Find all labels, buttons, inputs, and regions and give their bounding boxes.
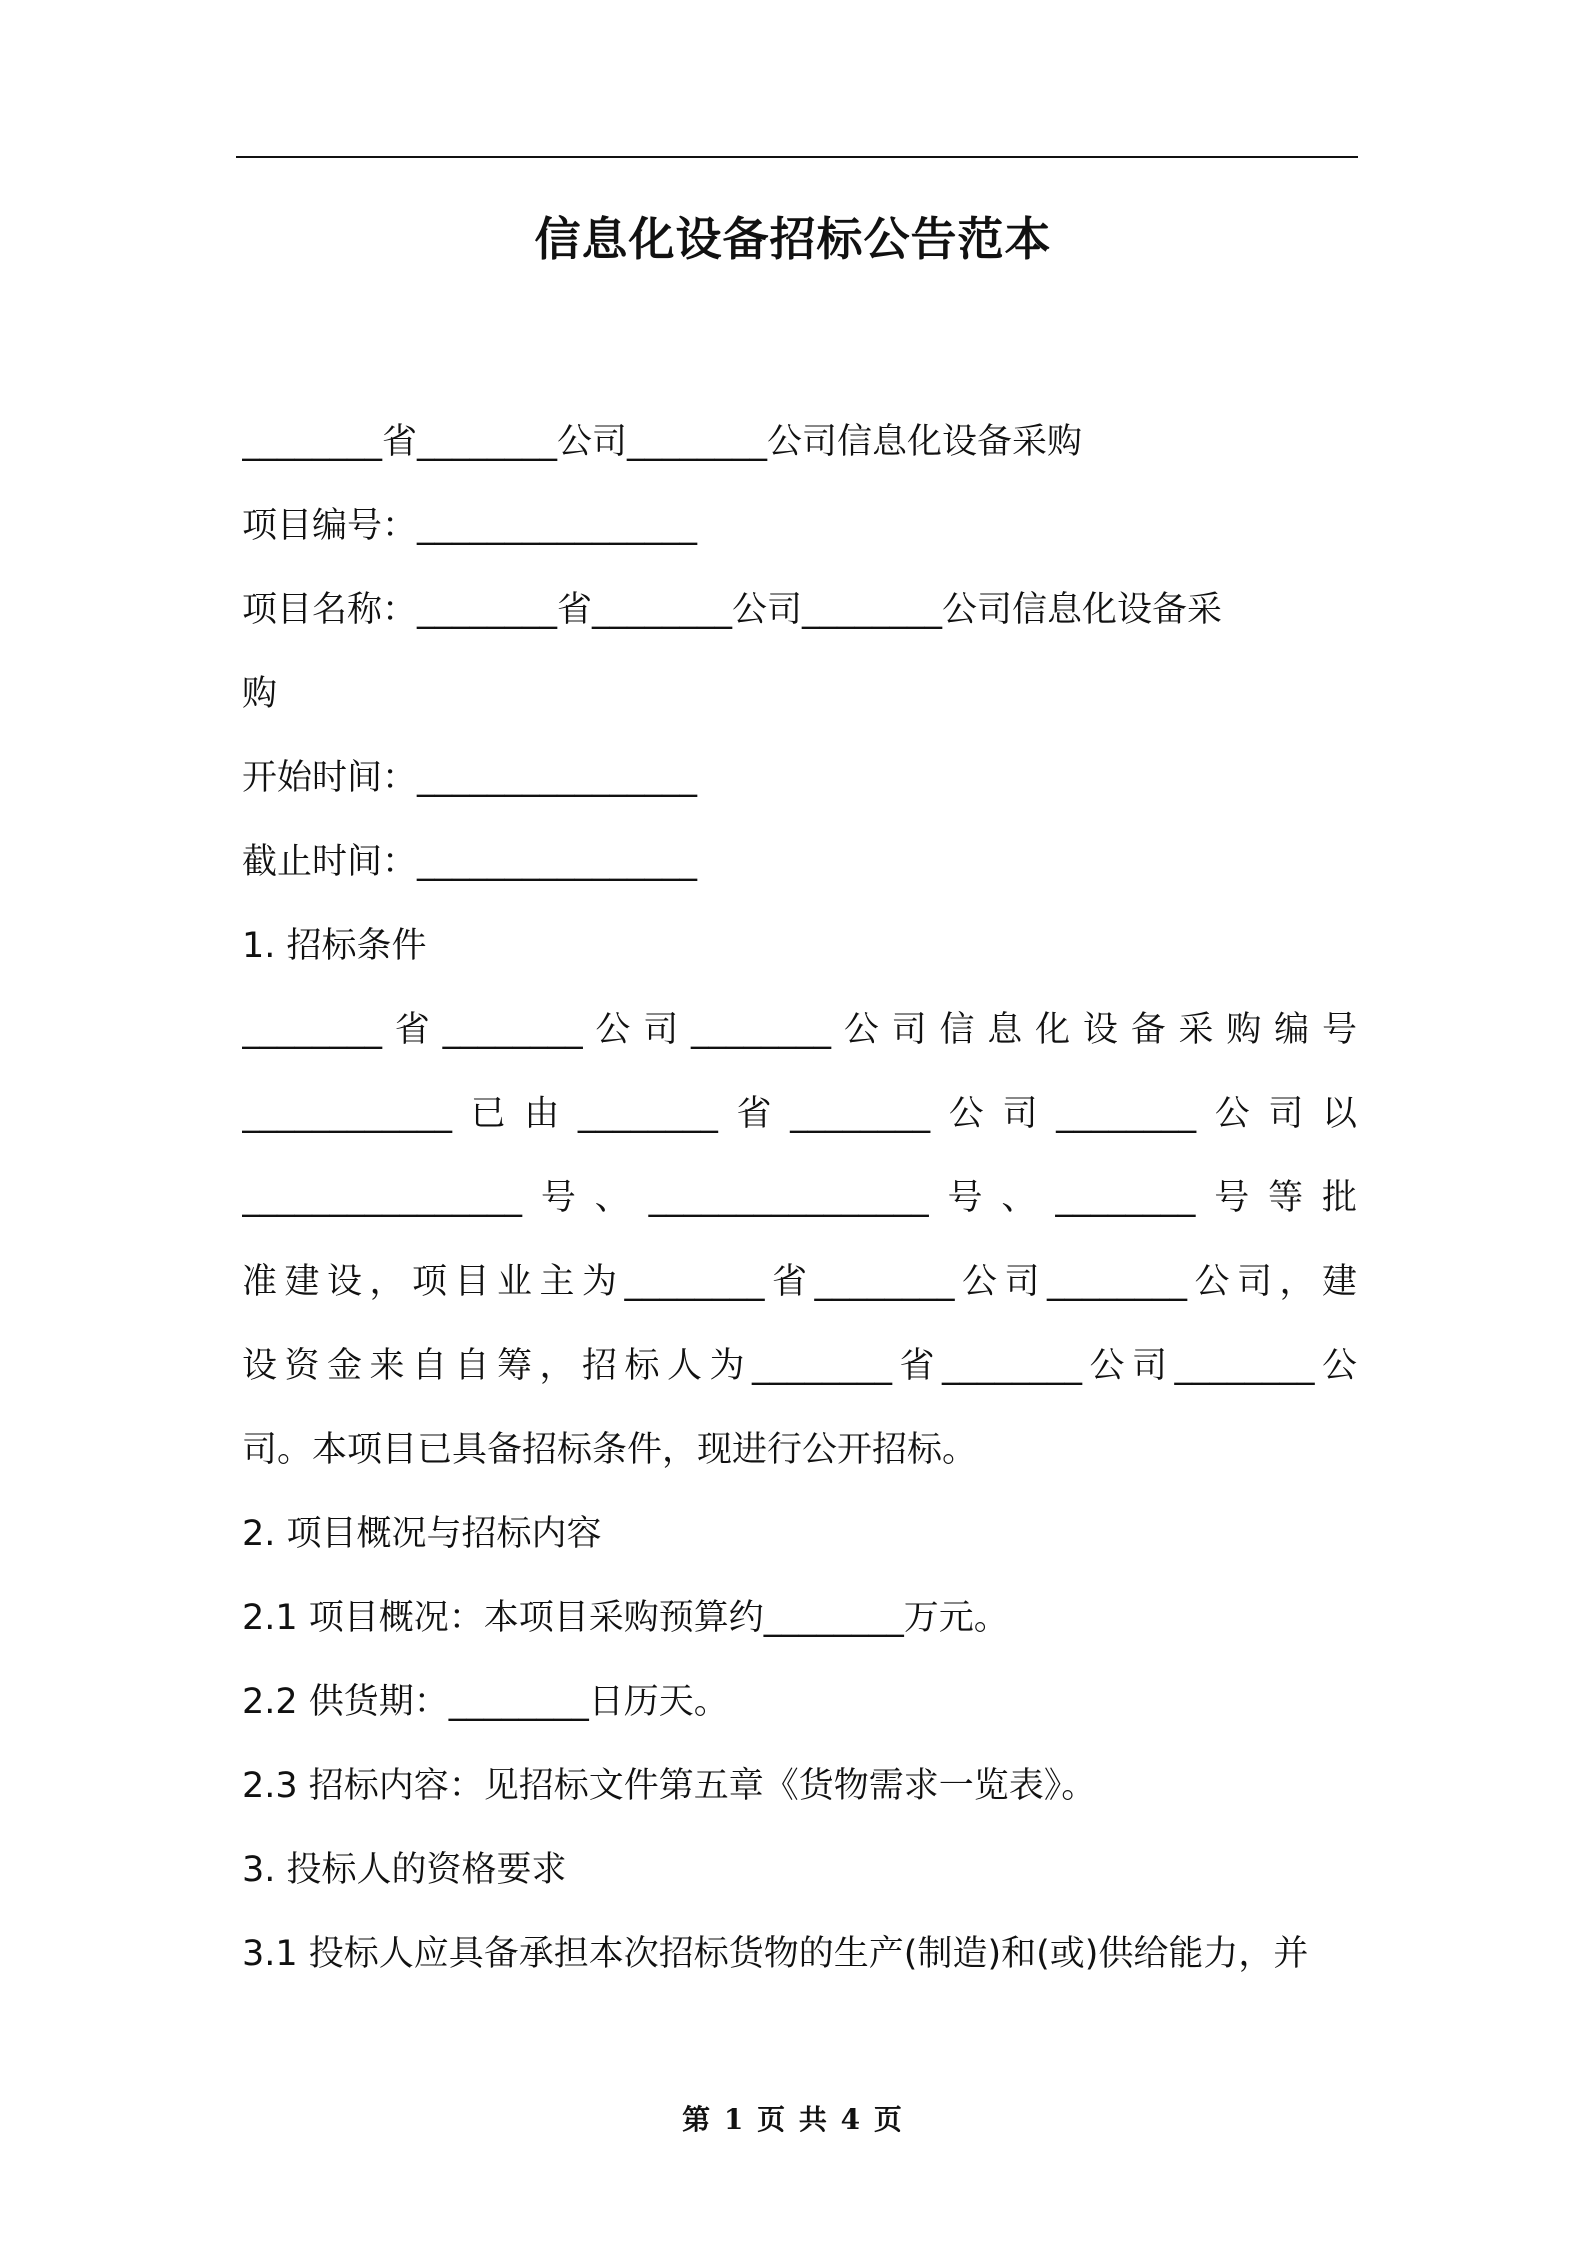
body-line: 设资金来自自筹，招标人为________省________公司________公 — [242, 1346, 1357, 1386]
subsection-2-1: 2.1 项目概况：本项目采购预算约________万元。 — [242, 1598, 1009, 1638]
body-line: ________省________公司________公司信息化设备采购 — [242, 422, 1083, 462]
start-time-line: 开始时间：________________ — [242, 758, 698, 798]
header-rule — [236, 156, 1358, 158]
document-body — [242, 400, 1357, 1996]
deadline-line: 截止时间：________________ — [242, 842, 698, 882]
subsection-3-1: 3.1 投标人应具备承担本次招标货物的生产(制造)和(或)供给能力，并 — [242, 1934, 1309, 1974]
document-title: 信息化设备招标公告范本 — [534, 212, 1052, 266]
page-footer: 第 1 页 共 4 页 — [682, 2103, 904, 2136]
body-line: 司。本项目已具备招标条件，现进行公开招标。 — [242, 1430, 978, 1470]
body-line: ____________已由________省________公司________公司以 — [242, 1094, 1357, 1134]
subsection-2-3: 2.3 招标内容：见招标文件第五章《货物需求一览表》。 — [242, 1766, 1097, 1806]
project-name-line-continued: 购 — [242, 674, 278, 714]
body-line: 准建设，项目业主为________省________公司________公司，建 — [242, 1262, 1357, 1302]
section-heading-3: 3. 投标人的资格要求 — [242, 1850, 567, 1890]
section-heading-2: 2. 项目概况与招标内容 — [242, 1514, 602, 1554]
section-heading-1: 1. 招标条件 — [242, 926, 427, 966]
project-number-line: 项目编号：________________ — [242, 506, 698, 546]
subsection-2-2: 2.2 供货期：________日历天。 — [242, 1682, 729, 1722]
body-line: ________省________公司________公司信息化设备采购编号 — [242, 1010, 1357, 1050]
project-name-line: 项目名称：________省________公司________公司信息化设备采 — [242, 590, 1223, 630]
body-line: ________________号、________________号、________号等批 — [242, 1178, 1357, 1218]
